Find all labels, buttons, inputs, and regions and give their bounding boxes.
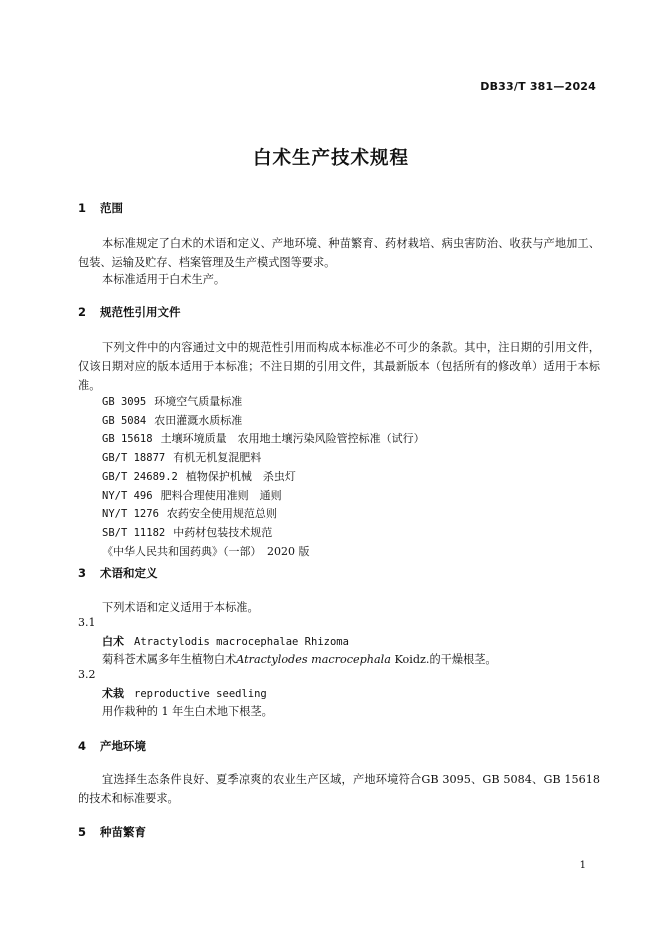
reference-code: GB 3095 (102, 396, 147, 408)
term-heading (102, 633, 349, 649)
references-paragraph: 下列文件中的内容通过文中的规范性引用而构成本标准必不可少的条款。其中，注日期的引用文件，仅该日期对应的版本适用于本标准；不注日期的引用文件，其最新版本（包括所有的修改单）适用于本标准。 (78, 341, 600, 392)
term-chinese: 白术 (102, 635, 124, 648)
section-4-heading (78, 738, 146, 754)
section-title: 范围 (100, 201, 124, 215)
environment-paragraph: 宜选择生态条件良好、夏季凉爽的农业生产区域，产地环境符合GB 3095、GB 5084、GB 15618的技术和标准要求。 (78, 773, 600, 805)
section-5-heading (78, 824, 146, 840)
term-english: reproductive seedling (134, 688, 267, 700)
section-title: 产地环境 (100, 739, 147, 753)
reference-item (102, 393, 425, 412)
reference-title: 肥料合理使用准则 通则 (160, 488, 282, 502)
reference-item (102, 487, 425, 506)
reference-code: GB/T 24689.2 (102, 470, 178, 483)
reference-item (102, 505, 425, 524)
latin-name: Atractylodes macrocephala (236, 653, 391, 666)
reference-list (102, 393, 425, 561)
term-number: 3.2 (78, 668, 96, 681)
reference-item (102, 412, 425, 431)
reference-item (102, 449, 425, 468)
section-2-heading (78, 304, 181, 320)
reference-code: NY/T 1276 (102, 508, 159, 521)
reference-code: GB 5084 (102, 414, 147, 427)
section-title: 规范性引用文件 (100, 305, 181, 319)
term-number: 3.1 (78, 616, 96, 629)
reference-code: GB/T 18877 (102, 452, 166, 465)
reference-code: NY/T 496 (102, 489, 153, 502)
definition-text: Koidz.的干燥根茎。 (390, 653, 497, 666)
reference-title: 有机无机复混肥料 (173, 451, 262, 465)
section-1-heading (78, 200, 123, 216)
section-title: 种苗繁育 (100, 825, 147, 839)
definition-text: 用作栽种的 1 年生白术地下根茎。 (102, 705, 273, 718)
section-number: 3 (78, 566, 87, 580)
section-3-heading (78, 565, 158, 581)
reference-title: 《中华人民共和国药典》（一部） 2020 版 (102, 544, 310, 558)
reference-item (102, 430, 425, 449)
term-english: Atractylodis macrocephalae Rhizoma (134, 636, 349, 648)
reference-item (102, 543, 425, 562)
term-definition (102, 703, 273, 719)
reference-title: 农田灌溉水质标准 (154, 413, 243, 427)
reference-title: 土壤环境质量 农用地土壤污染风险管控标准（试行） (160, 432, 425, 446)
section-number: 5 (78, 825, 87, 839)
term-heading (102, 685, 267, 701)
reference-title: 环境空气质量标准 (154, 395, 243, 408)
document-number: DB33/T 381—2024 (480, 80, 596, 93)
reference-title: 中药材包装技术规范 (173, 525, 273, 539)
definition-text: 菊科苍术属多年生植物白术 (102, 653, 237, 666)
section-title: 术语和定义 (100, 566, 158, 580)
reference-item (102, 524, 425, 543)
reference-title: 农药安全使用规范总则 (166, 507, 277, 521)
term-chinese: 术栽 (102, 687, 124, 700)
scope-applicability: 本标准适用于白术生产。 (102, 273, 226, 286)
reference-code: GB 15618 (102, 433, 153, 446)
section-number: 4 (78, 739, 87, 753)
page-number: 1 (579, 860, 586, 871)
section-number: 1 (78, 201, 87, 215)
reference-title: 植物保护机械 杀虫灯 (185, 469, 296, 483)
term-definition (102, 651, 497, 667)
document-title: 白术生产技术规程 (252, 148, 409, 169)
terms-intro: 下列术语和定义适用于本标准。 (102, 601, 259, 614)
reference-code: SB/T 11182 (102, 526, 166, 539)
scope-paragraph: 本标准规定了白术的术语和定义、产地环境、种苗繁育、药材栽培、病虫害防治、收获与产地加工、包装、运输及贮存、档案管理及生产模式图等要求。 (78, 237, 600, 269)
reference-item (102, 468, 425, 487)
section-number: 2 (78, 305, 87, 319)
